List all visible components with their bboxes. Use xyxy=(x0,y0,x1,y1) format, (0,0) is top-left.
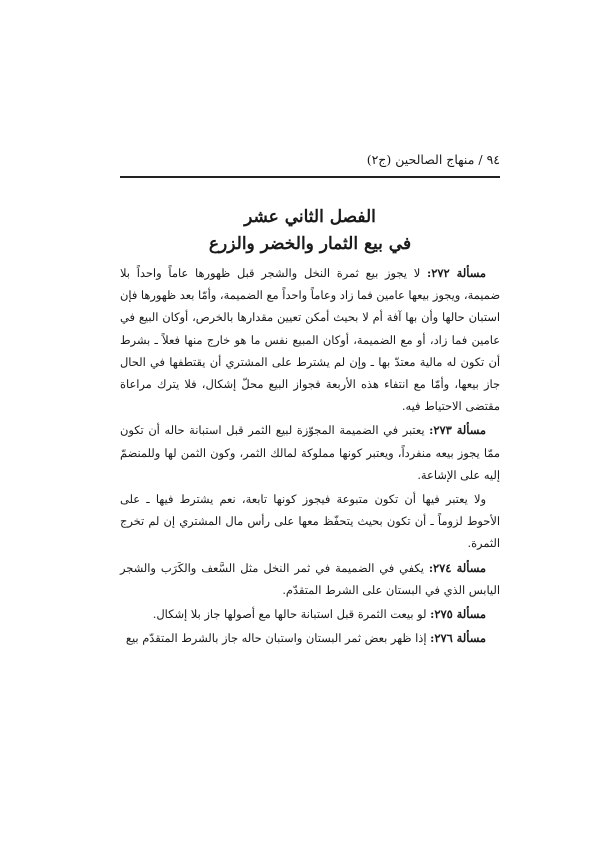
paragraph-masala-272 xyxy=(120,262,500,417)
body-text xyxy=(120,262,500,651)
header-divider xyxy=(120,176,500,178)
paragraph-masala-275 xyxy=(120,603,500,625)
masala-label: مسألة ٢٧٥: xyxy=(430,607,486,622)
paragraph-text: يكفي في الضميمة في ثمر النخل مثل السَّعف والكَرَب والشجر اليابس الذي في البستان على الشرط المتقدّم. xyxy=(120,560,500,597)
paragraph-masala-273 xyxy=(120,419,500,486)
chapter-subtitle: في بيع الثمار والخضر والزرع xyxy=(208,234,412,254)
paragraph-text: لو بيعت الثمرة قبل استبانة حالها مع أصولها جاز بلا إشكال. xyxy=(152,607,431,622)
paragraph-masala-274 xyxy=(120,557,500,601)
paragraph-masala-276 xyxy=(120,627,500,649)
masala-label: مسألة ٢٧٣: xyxy=(429,423,487,438)
paragraph-text: إذا ظهر بعض ثمر البستان واستبان حاله جاز بالشرط المتقدّم بيع xyxy=(125,631,431,646)
running-head: ٩٤ / منهاج الصالحين (ج٢) xyxy=(366,152,500,167)
paragraph-text: يعتبر في الضميمة المجوّزة لبيع الثمر قبل استبانة حاله أن تكون ممّا يجوز بيعه منفرداً، ويعتبر كونها مملوكة لمالك الثمر، وكون الثمن لها وللمنضمّ إليه على الإشاعة. xyxy=(120,423,500,482)
masala-label: مسألة ٢٧٢: xyxy=(426,266,486,280)
chapter-title: الفصل الثاني عشر xyxy=(244,207,376,227)
paragraph-text: لا يجوز بيع ثمرة النخل والشجر قبل ظهورها عاماً واحداً بلا ضميمة، ويجوز بيعها عامين فما زاد وعاماً واحداً مع الضميمة، وأمّا بعد ظهورها فإن استبان حالها وأن بها آفة أم لا بحيث أمكن تعيين مقدارها بالخرص، أوكان البيع في عامين فما زاد، أو مع الضميمة، أوكان المبيع نفس ما هو خارج منها فعلاً ـ بشرط أن تكون له مالية معتدّ بها ـ وإن لم يشترط على المشتري أن يقتطفها في الحال جاز بيعها، وأمّا مع انتفاء هذه الأربعة فجواز البيع محلّ إشكال، فلا يترك مراعاة مقتضى الاحتياط فيه. xyxy=(120,266,500,414)
masala-label: مسألة ٢٧٦: xyxy=(430,631,486,646)
paragraph-text: ولا يعتبر فيها أن تكون متبوعة فيجوز كونها تابعة، نعم يشترط فيها ـ على الأحوط لزوماً ـ أن تكون بحيث يتحفّظ معها على رأس مال المشتري إن لم تخرج الثمرة. xyxy=(120,492,500,551)
masala-label: مسألة ٢٧٤: xyxy=(428,560,486,575)
paragraph-continuation xyxy=(120,488,500,555)
